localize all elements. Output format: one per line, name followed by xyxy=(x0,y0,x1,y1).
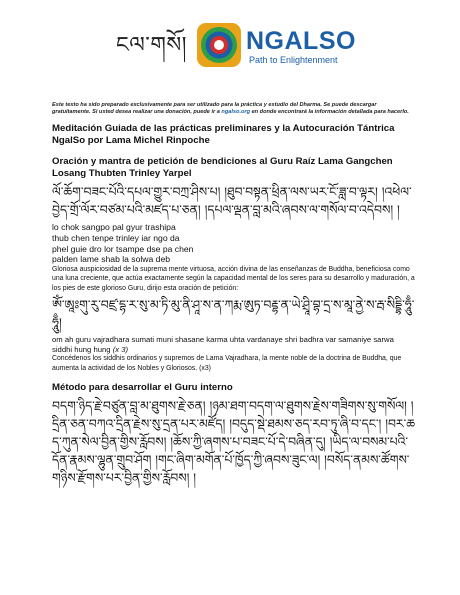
mantra-translation: Concédenos los siddhis ordinarios y supremos de Lama Vajradhara, la mente noble de la doctrina de Buddha, que aumenta la actividad de los Nobles y Gloriosos. (x3) xyxy=(52,355,402,372)
section-heading-inner-guru: Método para desarrollar el Guru interno xyxy=(52,382,233,394)
prayer-transliteration xyxy=(52,222,416,264)
mantra-repeat-count: (x 3) xyxy=(112,344,129,354)
document-title xyxy=(52,123,416,148)
section-heading-request-prayer xyxy=(52,156,416,181)
brand-name: NGALSO xyxy=(246,27,356,55)
section-heading-line-2: Losang Thubten Trinley Yarpel xyxy=(52,168,192,180)
ngalso-logo-icon xyxy=(196,22,242,68)
brand-tagline: Path to Enlightenment xyxy=(249,55,338,65)
tibetan-prayer-text: ལོ་ཆོག་བཟང་པོའི་དཔལ་གྱུར་བཀྲ་ཤིས་པ། །ཐུབ་བསྟན་ཕྲིན་ལས་ཡར་ངོ་ཟླ་བ་ལྟར། །འཕེལ་བྱེད་གྲོ་ལོར་བཙམ་པའི་མཛད་པ་ཅན། །དཔལ་ལྡན་བླ་མའི་ཞབས་ལ་གསོལ་བ་འདེབས། ། xyxy=(52,184,412,218)
disclaimer-notice xyxy=(52,102,416,117)
transliteration-line: phel guie dro lor tsampe dse pa chen xyxy=(52,243,194,254)
disclaimer-text-1: Este texto ha sido preparado exclusivamente para ser utilizado para la práctica y estudio del Dharma. Se puede descargar gratuitamente. Si usted desea realizar una donación, puede ir a xyxy=(52,102,377,116)
transliteration-line: palden lame shab la solwa deb xyxy=(52,254,171,265)
transliteration-line: thub chen tenpe trinley iar ngo da xyxy=(52,233,180,244)
document-title-line-2: NgalSo por Lama Michel Rinpoche xyxy=(52,135,210,147)
tibetan-mantra-text: ཨོཾ་ཨཱཿགུ་རུ་བཛྲ་དྷ་ར་སུ་མ་ཏི་མུ་ནི་ཤཱ་ས་ན་ཀརྨ་ཨུཏ་བརྡྷ་ན་ཡེ་ཤྲཱི་བྷ་དྲ་ས་མཱ་ནྱེ་ས་རྦ་སིདྡྷི་ཧཱུྃ་ཧཱུྃ། xyxy=(52,297,415,331)
document-header xyxy=(0,14,460,76)
tibetan-logo-text: ངལ་གསོ། xyxy=(116,33,188,58)
document-title-line-1: Meditación Guiada de las prácticas preliminares y la Autocuración Tántrica xyxy=(52,122,395,134)
section-heading-line-1: Oración y mantra de petición de bendiciones al Guru Raíz Lama Gangchen xyxy=(52,155,393,167)
document-body xyxy=(52,102,416,490)
prayer-translation: Gloriosa auspiciosidad de la suprema mente virtuosa, acción divina de las enseñanzas de Buddha, beneficiosa como una luna creciente, que actúa exactamente según la capacidad mental de los seres para su desarrollo y maduración, a los pies de este glorioso Guru, dirijo esta oración de petición: xyxy=(52,265,415,292)
donation-link[interactable]: ngalso.org xyxy=(221,109,251,116)
transliteration-line: lo chok sangpo pal gyur trashipa xyxy=(52,222,176,233)
disclaimer-text-2: en donde encontrará la información detallada para hacerlo. xyxy=(250,109,409,116)
mantra-transliteration xyxy=(52,335,416,354)
tibetan-method-text: བདག་ཉིད་རྗེ་བཙུན་བླ་མ་ཐུགས་རྗེ་ཅན། །ཉམ་ཐག་བདག་ལ་ཐུགས་རྗེས་གཟིགས་སུ་གསོལ། །དྲིན་ཅན་བཀའ་དྲིན་རྗེས་སུ་དྲན་པར་མཛོད། །བདུད་སྡེ་ཐམས་ཅད་རབ་ཏུ་ཞི་བ་དང་། །བར་ཆད་ཀུན་སེལ་བྱིན་གྱིས་རློབས། །ཆོས་ཀྱི་ཞགས་པ་བཟང་པོ་དེ་བཞིན་དུ། །ཡིད་ལ་བསམ་པའི་དོན་རྣམས་ལྷུན་གྲུབ་ཤོག །གང་ཞིག་མགོན་པོ་ཁྱོད་ཀྱི་ཞབས་ཟུང་ལ། །བསོད་ནམས་ཚོགས་གཉིས་རྫོགས་པར་བྱིན་གྱིས་རློབས། ། xyxy=(52,398,416,486)
mantra-transliteration-text: om ah guru vajradhara sumati muni shasane karma uhta vardanaye shri badhra var samaniye sarwa siddhi hung hung xyxy=(52,335,394,354)
